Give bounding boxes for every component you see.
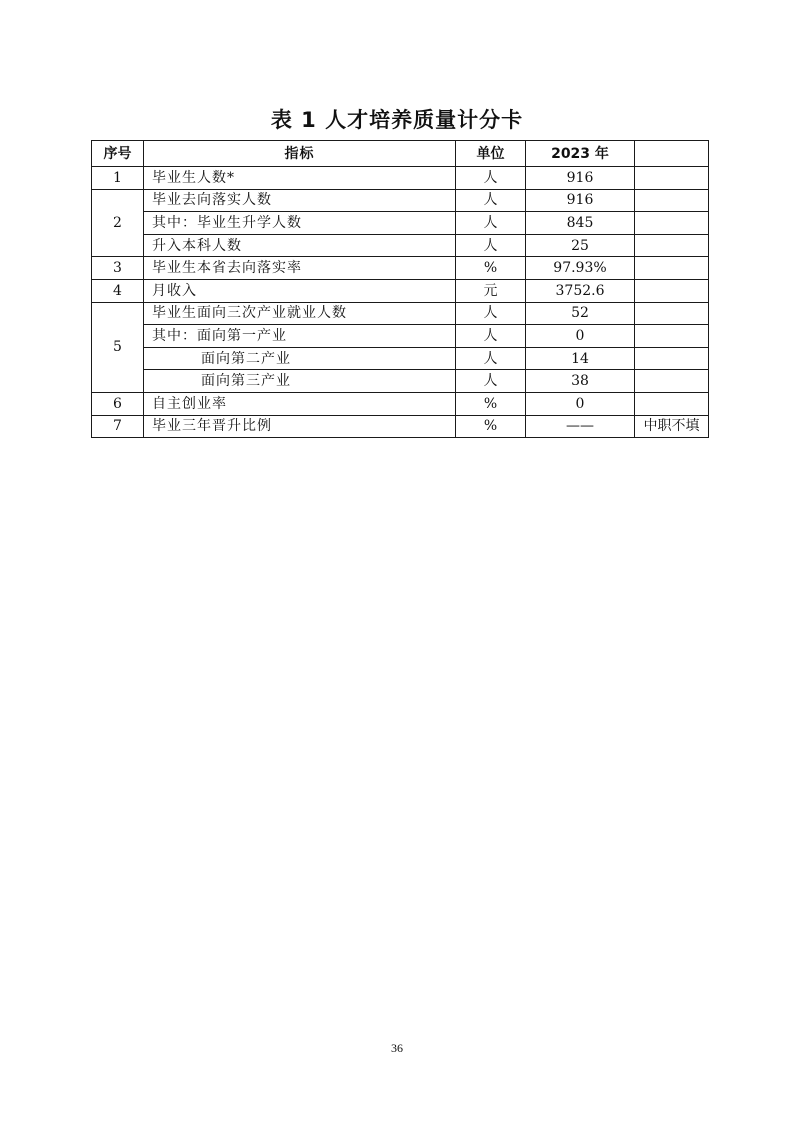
table-row bbox=[92, 325, 709, 348]
row-indicator: 面向第二产业 bbox=[144, 347, 456, 370]
row-value: 25 bbox=[526, 234, 635, 257]
row-unit: % bbox=[456, 415, 526, 438]
row-unit: 人 bbox=[456, 167, 526, 190]
row-value: 0 bbox=[526, 325, 635, 348]
table-row bbox=[92, 279, 709, 302]
table-header-row bbox=[92, 141, 709, 167]
row-note bbox=[635, 234, 709, 257]
row-note bbox=[635, 189, 709, 212]
row-note bbox=[635, 257, 709, 280]
table-row bbox=[92, 370, 709, 393]
table-title: 表 1 人才培养质量计分卡 bbox=[270, 108, 524, 132]
row-indicator: 自主创业率 bbox=[144, 392, 456, 415]
row-unit: 人 bbox=[456, 347, 526, 370]
header-indicator: 指标 bbox=[144, 141, 456, 167]
table-row bbox=[92, 234, 709, 257]
row-indicator: 月收入 bbox=[144, 279, 456, 302]
row-seq: 6 bbox=[92, 392, 144, 415]
row-seq: 3 bbox=[92, 257, 144, 280]
page-number: 36 bbox=[391, 1041, 403, 1055]
row-value: 916 bbox=[526, 189, 635, 212]
row-unit: 人 bbox=[456, 370, 526, 393]
table-row bbox=[92, 415, 709, 438]
row-value: 845 bbox=[526, 212, 635, 235]
row-indicator: 面向第三产业 bbox=[144, 370, 456, 393]
table-row bbox=[92, 302, 709, 325]
header-seq: 序号 bbox=[92, 141, 144, 167]
table-row bbox=[92, 167, 709, 190]
row-note bbox=[635, 212, 709, 235]
row-indicator: 升入本科人数 bbox=[144, 234, 456, 257]
row-value: —— bbox=[526, 415, 635, 438]
table-row bbox=[92, 189, 709, 212]
row-note bbox=[635, 167, 709, 190]
row-note: 中职不填 bbox=[635, 415, 709, 438]
row-unit: 人 bbox=[456, 212, 526, 235]
row-value: 3752.6 bbox=[526, 279, 635, 302]
row-note bbox=[635, 347, 709, 370]
row-unit: % bbox=[456, 257, 526, 280]
table-row bbox=[92, 212, 709, 235]
row-note bbox=[635, 392, 709, 415]
row-indicator: 毕业三年晋升比例 bbox=[144, 415, 456, 438]
row-value: 52 bbox=[526, 302, 635, 325]
row-value: 97.93% bbox=[526, 257, 635, 280]
row-seq: 5 bbox=[92, 302, 144, 392]
row-unit: 人 bbox=[456, 302, 526, 325]
row-note bbox=[635, 302, 709, 325]
row-note bbox=[635, 279, 709, 302]
row-indicator: 毕业生本省去向落实率 bbox=[144, 257, 456, 280]
header-unit: 单位 bbox=[456, 141, 526, 167]
row-seq: 7 bbox=[92, 415, 144, 438]
row-indicator: 其中：面向第一产业 bbox=[144, 325, 456, 348]
row-unit: 元 bbox=[456, 279, 526, 302]
row-unit: % bbox=[456, 392, 526, 415]
row-value: 38 bbox=[526, 370, 635, 393]
talent-quality-scorecard-table bbox=[91, 140, 709, 438]
row-seq: 4 bbox=[92, 279, 144, 302]
row-value: 14 bbox=[526, 347, 635, 370]
row-unit: 人 bbox=[456, 189, 526, 212]
table-row bbox=[92, 392, 709, 415]
row-unit: 人 bbox=[456, 325, 526, 348]
row-seq: 1 bbox=[92, 167, 144, 190]
table-row bbox=[92, 257, 709, 280]
row-note bbox=[635, 370, 709, 393]
row-unit: 人 bbox=[456, 234, 526, 257]
header-note bbox=[635, 141, 709, 167]
row-seq: 2 bbox=[92, 189, 144, 257]
row-indicator: 毕业生人数* bbox=[144, 167, 456, 190]
row-indicator: 毕业去向落实人数 bbox=[144, 189, 456, 212]
table-row bbox=[92, 347, 709, 370]
row-value: 0 bbox=[526, 392, 635, 415]
row-indicator: 毕业生面向三次产业就业人数 bbox=[144, 302, 456, 325]
row-value: 916 bbox=[526, 167, 635, 190]
row-indicator: 其中：毕业生升学人数 bbox=[144, 212, 456, 235]
row-note bbox=[635, 325, 709, 348]
header-year: 2023 年 bbox=[526, 141, 635, 167]
